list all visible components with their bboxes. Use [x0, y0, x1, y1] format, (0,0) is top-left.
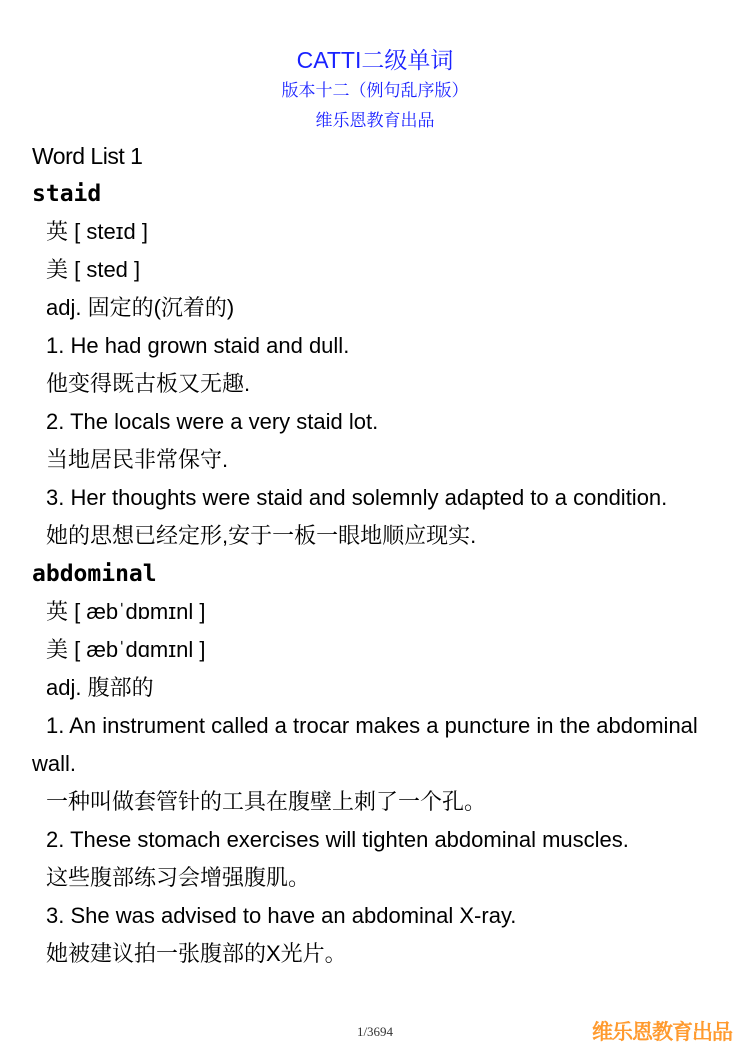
page-number: 1/3694	[356, 1024, 394, 1039]
publisher-watermark: 维乐恩教育出品	[592, 1021, 732, 1044]
example-sentence-zh: 她被建议拍一张腹部的X光片。	[46, 941, 347, 966]
example-sentence-zh: 他变得既古板又无趣.	[46, 371, 251, 396]
example-sentence-en: 3. Her thoughts were staid and solemnly adapted to a condition.	[46, 485, 668, 510]
example-sentence-en: 2. The locals were a very staid lot.	[46, 409, 379, 434]
uk-pronunciation: 英 [ steɪd ]	[46, 219, 148, 244]
document-header	[0, 44, 750, 136]
example-sentence-zh: 她的思想已经定形,安于一板一眼地顺应现实.	[46, 523, 477, 548]
example-sentence-en: 1. He had grown staid and dull.	[46, 333, 350, 358]
definition: adj. 腹部的	[46, 675, 154, 700]
headword: staid	[32, 181, 102, 207]
us-pronunciation: 美 [ æbˈdɑmɪnl ]	[46, 637, 206, 662]
definition: adj. 固定的(沉着的)	[46, 295, 235, 320]
uk-pronunciation: 英 [ æbˈdɒmɪnl ]	[46, 599, 206, 624]
example-sentence-zh: 这些腹部练习会增强腹肌。	[46, 865, 311, 890]
example-sentence-en: 2. These stomach exercises will tighten abdominal muscles.	[46, 827, 629, 852]
headword: abdominal	[32, 561, 157, 587]
us-pronunciation: 美 [ sted ]	[46, 257, 141, 282]
word-list-heading: Word List 1	[32, 143, 143, 169]
word-entry-staid	[32, 175, 722, 555]
document-title: CATTI二级单词	[296, 47, 454, 73]
word-list-content	[32, 137, 722, 973]
document-subtitle: 版本十二（例句乱序版）	[281, 81, 469, 100]
example-sentence-en: 1. An instrument called a trocar makes a puncture in the abdominal wall.	[32, 713, 698, 776]
example-sentence-zh: 当地居民非常保守.	[46, 447, 229, 472]
example-sentence-en: 3. She was advised to have an abdominal X-ray.	[46, 903, 517, 928]
example-sentence-zh: 一种叫做套管针的工具在腹壁上刺了一个孔。	[46, 789, 487, 814]
document-publisher: 维乐恩教育出品	[315, 111, 435, 130]
word-entry-abdominal	[32, 555, 722, 973]
